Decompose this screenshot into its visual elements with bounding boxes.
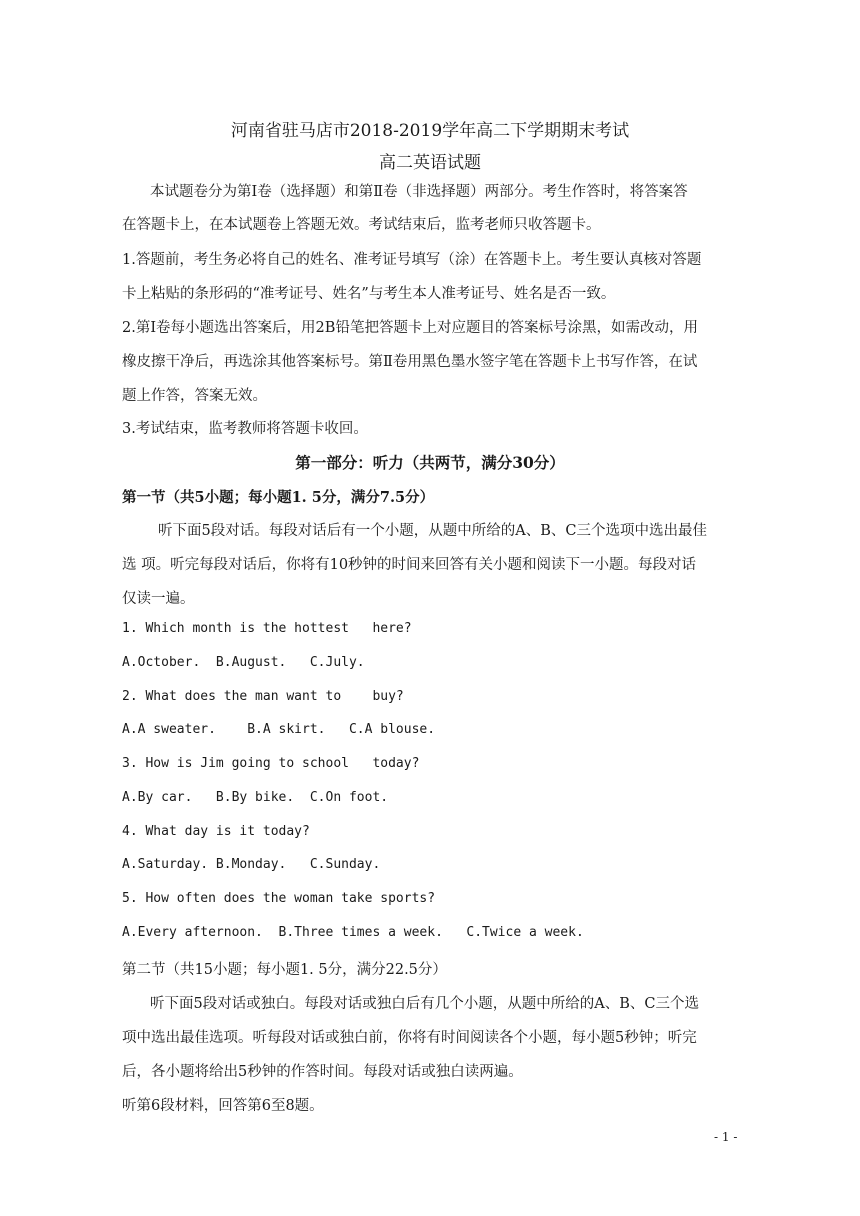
material-prompt: 听第6段材料，回答第6至8题。 xyxy=(122,1098,324,1114)
question-options: A.Saturday. B.Monday. C.Sunday. xyxy=(122,857,381,872)
section-heading: 第二节（共15小题；每小题1. 5分，满分22.5分） xyxy=(122,962,447,978)
question-options: A.A sweater. B.A skirt. C.A blouse. xyxy=(122,722,436,737)
question-text: 3. How is Jim going to school today? xyxy=(122,756,420,771)
page-number: - 1 - xyxy=(714,1130,738,1144)
question-options: A.Every afternoon. B.Three times a week. C.Twice a week. xyxy=(122,925,584,940)
instruction-item: 2.第Ⅰ卷每小题选出答案后，用2B铅笔把答题卡上对应题目的答案标号涂黑，如需改动，用 xyxy=(122,320,698,336)
section-directions: 后，各小题将给出5秒钟的作答时间。每段对话或独白读两遍。 xyxy=(122,1064,523,1080)
instruction-item: 卡上粘贴的条形码的“准考证号、姓名”与考生本人准考证号、姓名是否一致。 xyxy=(122,286,616,302)
question-text: 2. What does the man want to buy? xyxy=(122,689,404,704)
part-heading: 第一部分：听力（共两节，满分30分） xyxy=(295,453,565,472)
intro-line: 在答题卡上，在本试题卷上答题无效。考试结束后，监考老师只收答题卡。 xyxy=(122,217,601,233)
section-directions: 听下面5段对话。每段对话后有一个小题，从题中所给的A、B、C三个选项中选出最佳 xyxy=(158,523,707,539)
question-text: 1. Which month is the hottest here? xyxy=(122,621,412,636)
section-directions: 仅读一遍。 xyxy=(122,591,195,607)
instruction-item: 橡皮擦干净后，再选涂其他答案标号。第Ⅱ卷用黑色墨水签字笔在答题卡上书写作答，在试 xyxy=(122,354,698,370)
exam-subtitle: 高二英语试题 xyxy=(379,153,481,173)
question-options: A.By car. B.By bike. C.On foot. xyxy=(122,790,389,805)
question-options: A.October. B.August. C.July. xyxy=(122,655,365,670)
exam-title: 河南省驻马店市2018-2019学年高二下学期期末考试 xyxy=(230,121,630,141)
instruction-item: 1.答题前，考生务必将自己的姓名、准考证号填写（涂）在答题卡上。考生要认真核对答题 xyxy=(122,252,702,268)
section-directions: 选 项。听完每段对话后，你将有10秒钟的时间来回答有关小题和阅读下一小题。每段对话 xyxy=(122,557,697,573)
instruction-item: 3.考试结束，监考教师将答题卡收回。 xyxy=(122,421,368,437)
section-heading: 第一节（共5小题；每小题1. 5分，满分7.5分） xyxy=(122,489,435,506)
section-directions: 项中选出最佳选项。听每段对话或独白前，你将有时间阅读各个小题，每小题5秒钟；听完 xyxy=(122,1030,697,1046)
section-directions: 听下面5段对话或独白。每段对话或独白后有几个小题，从题中所给的A、B、C三个选 xyxy=(150,996,699,1012)
question-text: 5. How often does the woman take sports? xyxy=(122,891,436,906)
question-text: 4. What day is it today? xyxy=(122,824,310,839)
intro-line: 本试题卷分为第Ⅰ卷（选择题）和第Ⅱ卷（非选择题）两部分。考生作答时，将答案答 xyxy=(150,184,688,200)
instruction-item: 题上作答，答案无效。 xyxy=(122,388,267,404)
